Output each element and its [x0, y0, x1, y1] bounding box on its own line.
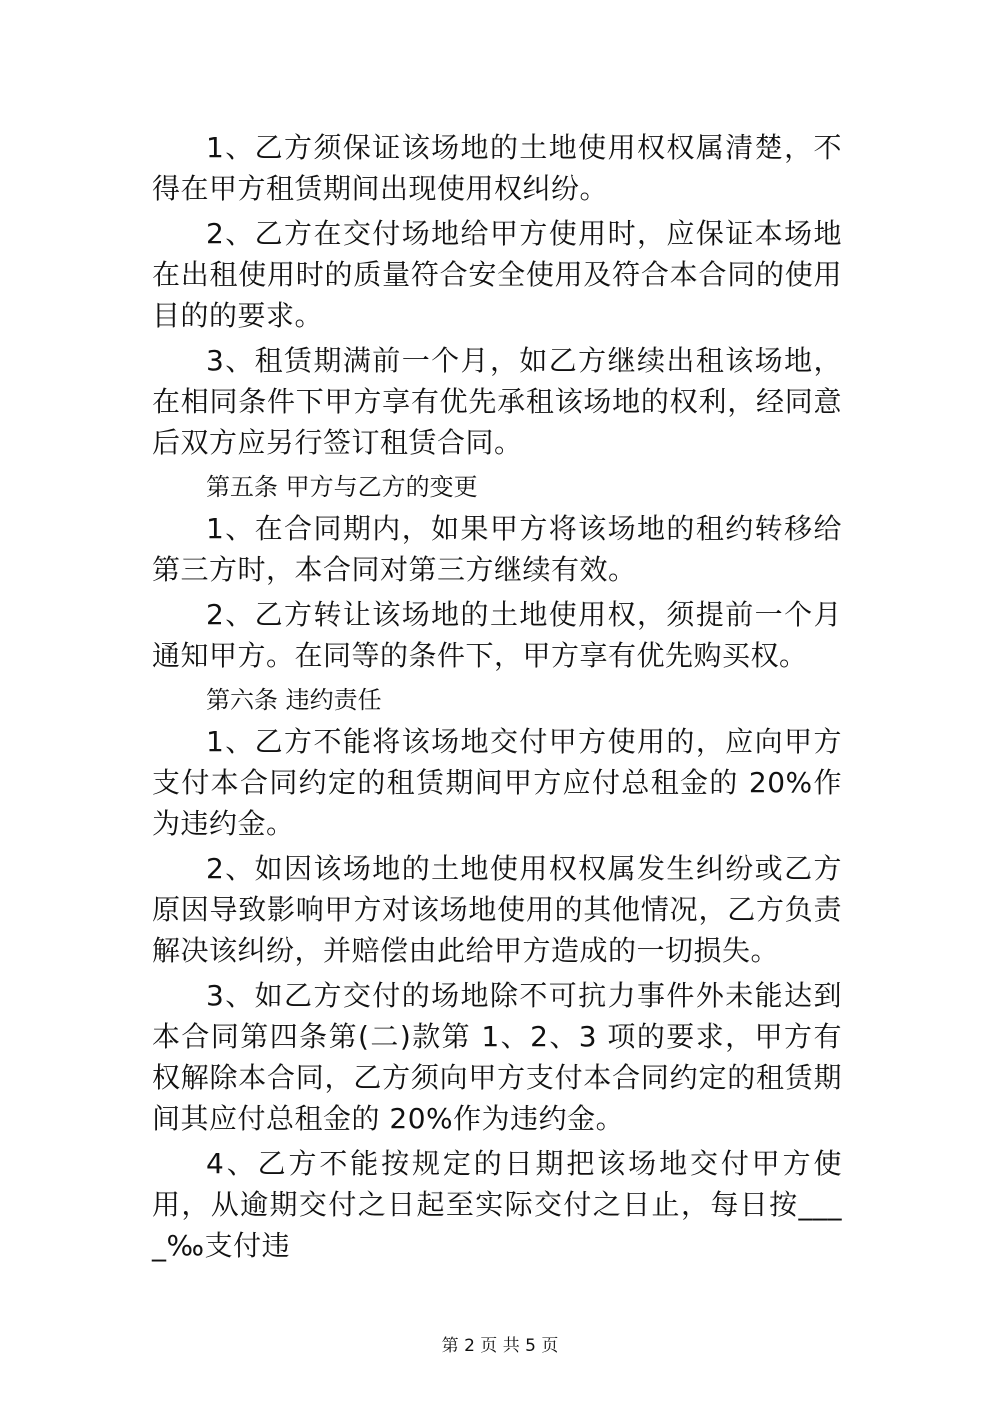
- section-heading-article-5: 第五条 甲方与乙方的变更: [206, 473, 478, 501]
- clause-paragraph: 1、在合同期内，如果甲方将该场地的租约转移给第三方时，本合同对第三方继续有效。: [152, 512, 842, 586]
- clause-paragraph: 1、乙方不能将该场地交付甲方使用的，应向甲方支付本合同约定的租赁期间甲方应付总租金的 20%作为违约金。: [152, 725, 842, 840]
- clause-paragraph: 4、乙方不能按规定的日期把该场地交付甲方使用，从逾期交付之日起至实际交付之日止，每日按____‰支付违: [152, 1147, 842, 1262]
- clause-paragraph: 2、如因该场地的土地使用权权属发生纠纷或乙方原因导致影响甲方对该场地使用的其他情况，乙方负责解决该纠纷，并赔偿由此给甲方造成的一切损失。: [152, 852, 842, 967]
- section-heading-article-6: 第六条 违约责任: [206, 686, 382, 714]
- clause-paragraph: 2、乙方转让该场地的土地使用权，须提前一个月通知甲方。在同等的条件下，甲方享有优先购买权。: [152, 598, 842, 672]
- document-body: [152, 127, 842, 1266]
- clause-paragraph: 3、租赁期满前一个月，如乙方继续出租该场地，在相同条件下甲方享有优先承租该场地的权利，经同意后双方应另行签订租赁合同。: [152, 344, 842, 459]
- clause-paragraph: 3、如乙方交付的场地除不可抗力事件外未能达到本合同第四条第(二)款第 1、2、3 项的要求，甲方有权解除本合同，乙方须向甲方支付本合同约定的租赁期间其应付总租金的 20%作为违约金。: [152, 979, 842, 1135]
- clause-paragraph: 2、乙方在交付场地给甲方使用时，应保证本场地在出租使用时的质量符合安全使用及符合本合同的使用目的的要求。: [152, 217, 842, 332]
- clause-paragraph: 1、乙方须保证该场地的土地使用权权属清楚，不得在甲方租赁期间出现使用权纠纷。: [152, 131, 842, 205]
- page-number-footer: 第 2 页 共 5 页: [441, 1336, 559, 1356]
